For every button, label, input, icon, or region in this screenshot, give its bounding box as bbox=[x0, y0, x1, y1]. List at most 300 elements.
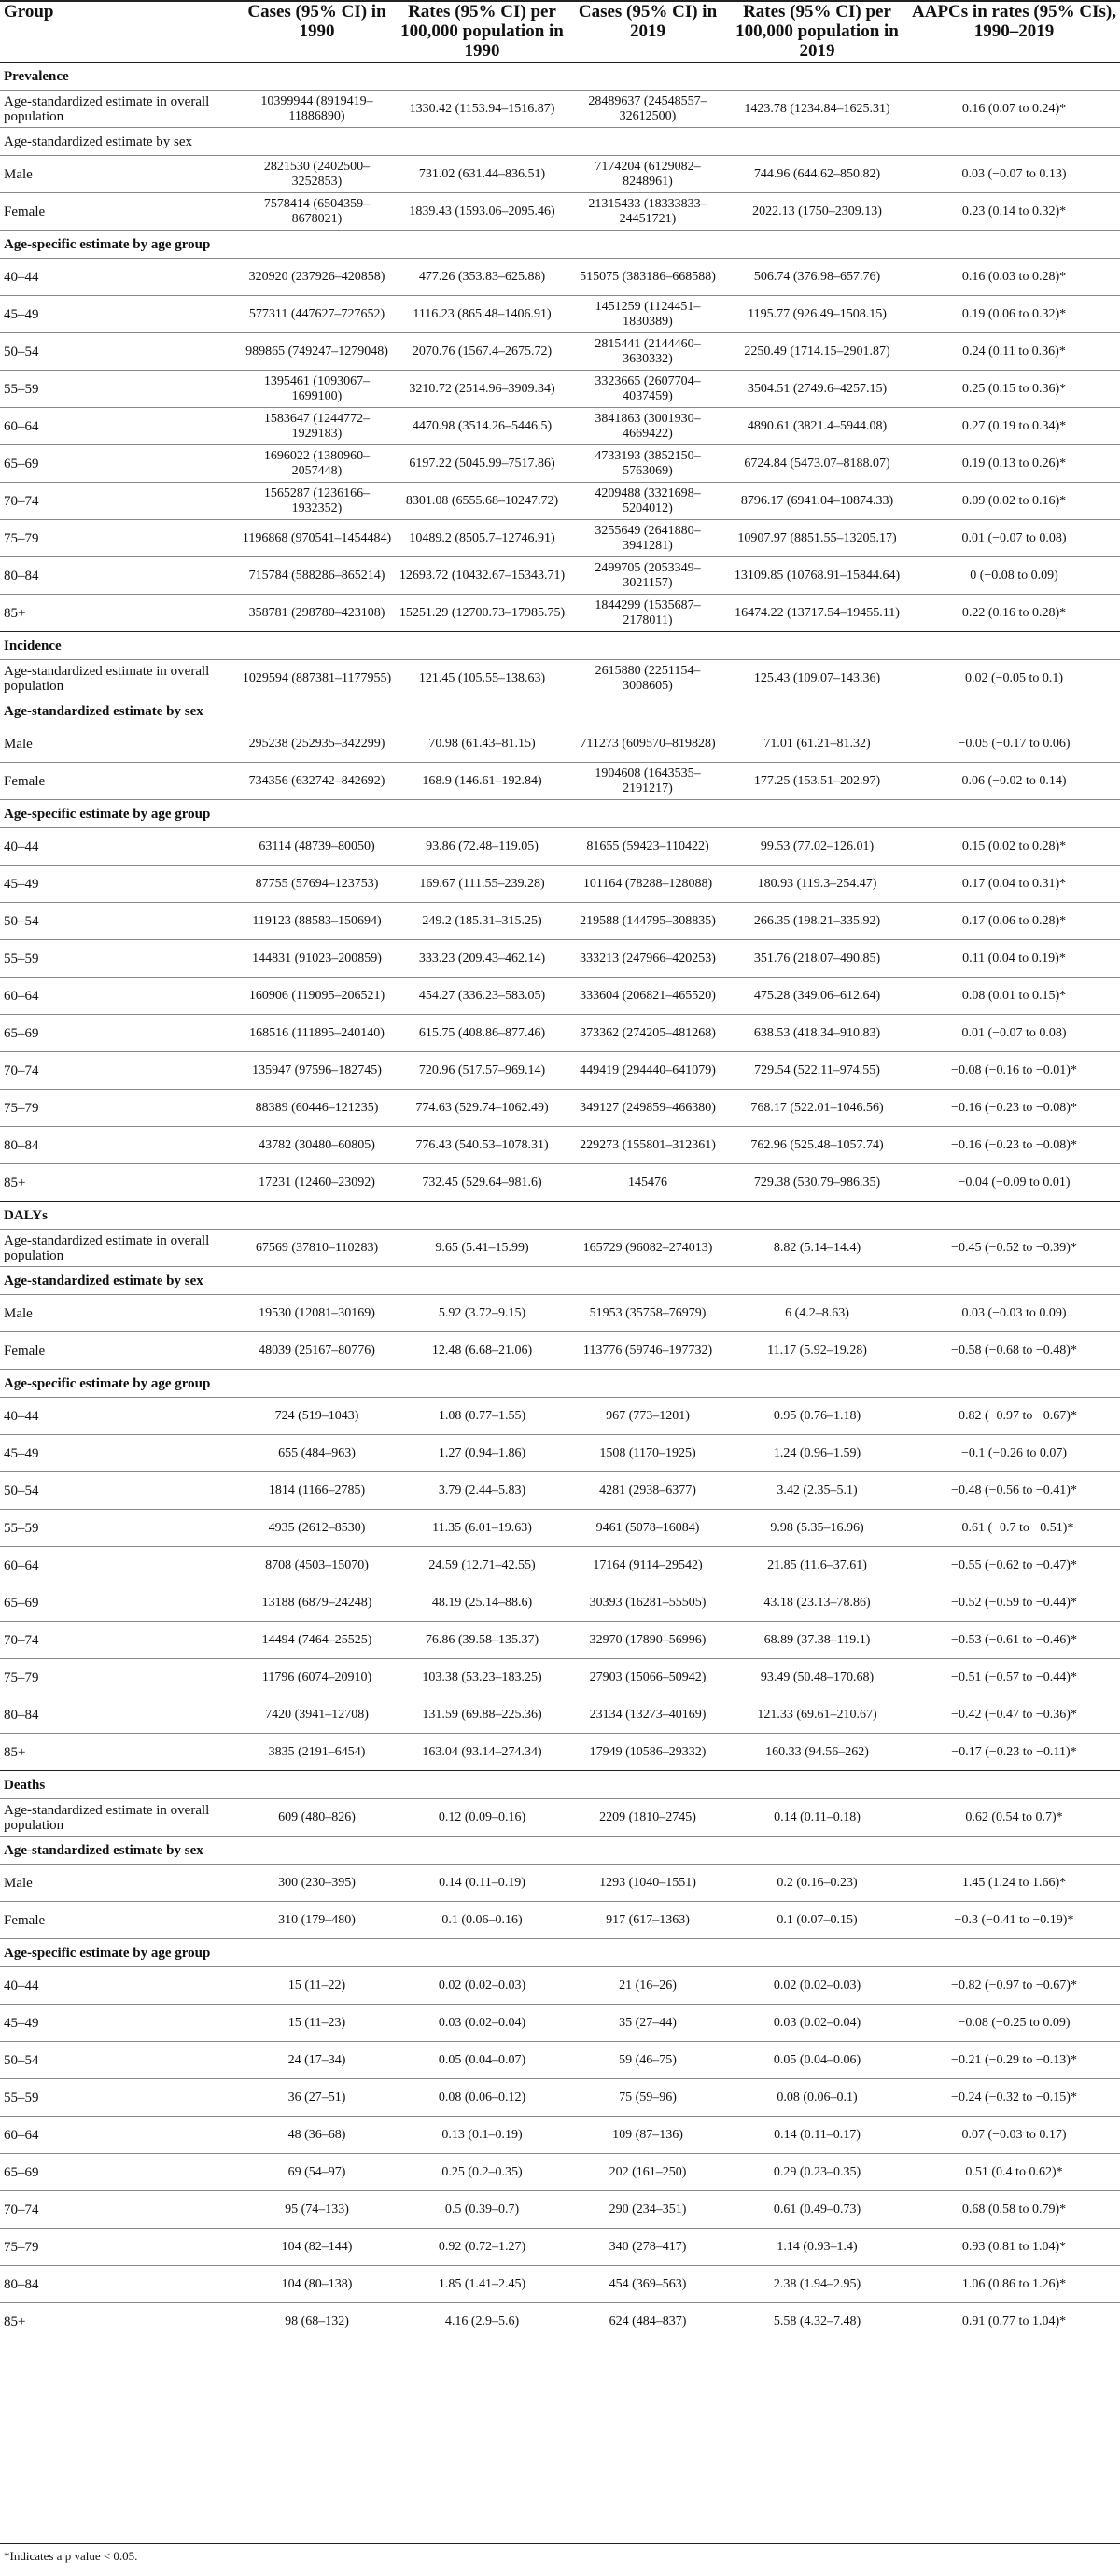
aapc-cell: 0.01 (−0.07 to 0.08) bbox=[961, 1025, 1067, 1040]
rates-2019-cell: 2.38 (1.94–2.95) bbox=[773, 2276, 861, 2291]
group-cell: 85+ bbox=[4, 1175, 26, 1190]
rates-1990-cell: 169.67 (111.55–239.28) bbox=[419, 876, 545, 891]
rates-1990-cell: 163.04 (93.14–274.34) bbox=[422, 1744, 542, 1759]
cases-1990-cell: 135947 (97596–182745) bbox=[252, 1063, 382, 1077]
aapc-cell: −0.08 (−0.16 to −0.01)* bbox=[951, 1063, 1077, 1077]
table-row bbox=[0, 156, 1120, 193]
group-cell: 40–44 bbox=[4, 1978, 39, 1993]
group-cell: 40–44 bbox=[4, 269, 39, 285]
table-row bbox=[0, 296, 1120, 333]
cases-1990-cell: 1814 (1166–2785) bbox=[268, 1483, 366, 1498]
cases-1990-cell: 119123 (88583–150694) bbox=[252, 913, 382, 928]
rates-1990-cell: 0.5 (0.39–0.7) bbox=[444, 2202, 520, 2217]
group-cell: 45–49 bbox=[4, 1445, 39, 1461]
cases-1990-cell: 1565287 (1236166–1932352) bbox=[263, 486, 371, 515]
cases-1990-cell: 67569 (37810–110283) bbox=[255, 1240, 379, 1255]
cases-1990-cell: 63114 (48739–80050) bbox=[259, 838, 375, 853]
cases-2019-cell: 4281 (2938–6377) bbox=[599, 1483, 696, 1498]
cases-1990-cell: 734356 (632742–842692) bbox=[248, 773, 385, 788]
rates-2019-cell: 0.02 (0.02–0.03) bbox=[773, 1978, 861, 1992]
rates-1990-cell: 0.14 (0.11–0.19) bbox=[439, 1875, 525, 1890]
table-row bbox=[0, 259, 1120, 296]
section-title: Deaths bbox=[4, 1777, 46, 1793]
rates-2019-cell: 729.54 (522.11–974.55) bbox=[754, 1063, 880, 1077]
rates-2019-cell: 1423.78 (1234.84–1625.31) bbox=[744, 101, 890, 116]
rates-2019-cell: 5.58 (4.32–7.48) bbox=[773, 2314, 861, 2329]
rates-2019-cell: 475.28 (349.06–612.64) bbox=[753, 988, 881, 1003]
cases-2019-cell: 290 (234–351) bbox=[609, 2202, 687, 2217]
cases-2019-cell: 2499705 (2053349–3021157) bbox=[595, 560, 701, 590]
rates-1990-cell: 3.79 (2.44–5.83) bbox=[438, 1483, 526, 1498]
section-row bbox=[0, 63, 1120, 91]
cases-2019-cell: 27903 (15066–50942) bbox=[589, 1669, 707, 1684]
aapc-cell: 1.06 (0.86 to 1.26)* bbox=[961, 2276, 1067, 2291]
table-row bbox=[0, 1332, 1120, 1370]
cases-2019-cell: 7174204 (6129082–8248961) bbox=[595, 159, 701, 189]
rates-2019-cell: 10907.97 (8851.55–13205.17) bbox=[737, 530, 897, 545]
header-rates-2019: Rates (95% CI) per 100,000 population in 2019 bbox=[735, 2, 899, 61]
table-row bbox=[0, 660, 1120, 697]
aapc-cell: −0.58 (−0.68 to −0.48)* bbox=[951, 1343, 1077, 1358]
rates-2019-cell: 6724.84 (5473.07–8188.07) bbox=[744, 456, 890, 471]
subsection-title: Age-standardized estimate by sex bbox=[4, 134, 193, 149]
rates-2019-cell: 21.85 (11.6–37.61) bbox=[767, 1557, 867, 1572]
rates-1990-cell: 93.86 (72.48–119.05) bbox=[426, 838, 539, 853]
group-cell: 70–74 bbox=[4, 493, 39, 509]
subsection-title: Age-specific estimate by age group bbox=[4, 236, 211, 252]
rates-2019-cell: 2250.49 (1714.15–2901.87) bbox=[744, 344, 890, 359]
rates-1990-cell: 0.1 (0.06–0.16) bbox=[441, 1912, 523, 1927]
table-row bbox=[0, 193, 1120, 231]
group-cell: 80–84 bbox=[4, 1137, 39, 1153]
cases-1990-cell: 15 (11–22) bbox=[287, 1978, 346, 1992]
group-cell: 50–54 bbox=[4, 344, 39, 359]
rates-1990-cell: 0.03 (0.02–0.04) bbox=[438, 2015, 526, 2030]
rates-2019-cell: 1.14 (0.93–1.4) bbox=[777, 2239, 858, 2254]
rates-1990-cell: 249.2 (185.31–315.25) bbox=[422, 913, 542, 928]
aapc-cell: 0.22 (0.16 to 0.28)* bbox=[961, 605, 1067, 620]
cases-2019-cell: 1844299 (1535687–2178011) bbox=[595, 598, 701, 627]
aapc-cell: 0.68 (0.58 to 0.79)* bbox=[961, 2202, 1067, 2217]
aapc-cell: −0.45 (−0.52 to −0.39)* bbox=[951, 1240, 1077, 1255]
cases-2019-cell: 32970 (17890–56996) bbox=[589, 1632, 707, 1647]
footnote: *Indicates a p value < 0.05. bbox=[4, 2549, 138, 2563]
group-cell: 55–59 bbox=[4, 2090, 39, 2105]
rates-2019-cell: 744.96 (644.62–850.82) bbox=[753, 166, 881, 181]
aapc-cell: −0.52 (−0.59 to −0.44)* bbox=[951, 1595, 1077, 1610]
group-cell: 70–74 bbox=[4, 1632, 39, 1648]
subsection-row bbox=[0, 1267, 1120, 1295]
rates-2019-cell: 762.96 (525.48–1057.74) bbox=[750, 1137, 884, 1152]
rates-2019-cell: 0.05 (0.04–0.06) bbox=[773, 2052, 861, 2067]
group-cell: 45–49 bbox=[4, 306, 39, 322]
rates-1990-cell: 5.92 (3.72–9.15) bbox=[438, 1305, 526, 1320]
rates-2019-cell: 177.25 (153.51–202.97) bbox=[753, 773, 881, 788]
cases-2019-cell: 454 (369–563) bbox=[609, 2276, 687, 2291]
section-title: Prevalence bbox=[4, 68, 69, 84]
header-aapc: AAPCs in rates (95% CIs), 1990–2019 bbox=[912, 2, 1117, 41]
aapc-cell: −0.16 (−0.23 to −0.08)* bbox=[951, 1137, 1077, 1152]
rates-2019-cell: 0.1 (0.07–0.15) bbox=[777, 1912, 858, 1927]
group-cell: 55–59 bbox=[4, 381, 39, 397]
aapc-cell: −0.55 (−0.62 to −0.47)* bbox=[951, 1557, 1077, 1572]
rates-2019-cell: 16474.22 (13717.54–19455.11) bbox=[735, 605, 900, 620]
header-group: Group bbox=[4, 2, 54, 21]
aapc-cell: 0.03 (−0.07 to 0.13) bbox=[961, 166, 1067, 181]
rates-2019-cell: 0.03 (0.02–0.04) bbox=[773, 2015, 861, 2030]
rates-1990-cell: 1839.43 (1593.06–2095.46) bbox=[409, 204, 555, 218]
table-row bbox=[0, 2229, 1120, 2266]
cases-2019-cell: 373362 (274205–481268) bbox=[580, 1025, 716, 1040]
rates-1990-cell: 11.35 (6.01–19.63) bbox=[432, 1520, 532, 1535]
cases-2019-cell: 4733193 (3852150–5763069) bbox=[595, 448, 701, 478]
table-row bbox=[0, 1734, 1120, 1771]
table-header bbox=[0, 1, 1120, 63]
table-row bbox=[0, 2079, 1120, 2117]
rates-1990-cell: 0.08 (0.06–0.12) bbox=[438, 2090, 526, 2104]
table-row bbox=[0, 2154, 1120, 2191]
cases-2019-cell: 9461 (5078–16084) bbox=[595, 1520, 700, 1535]
rates-2019-cell: 6 (4.2–8.63) bbox=[785, 1305, 849, 1320]
rates-1990-cell: 8301.08 (6555.68–10247.72) bbox=[405, 493, 559, 508]
group-cell: Male bbox=[4, 166, 33, 182]
rates-2019-cell: 1.24 (0.96–1.59) bbox=[773, 1445, 861, 1460]
rates-2019-cell: 8796.17 (6941.04–10874.33) bbox=[740, 493, 894, 508]
rates-2019-cell: 0.95 (0.76–1.18) bbox=[773, 1408, 861, 1423]
rates-2019-cell: 2022.13 (1750–2309.13) bbox=[752, 204, 882, 218]
cases-1990-cell: 36 (27–51) bbox=[287, 2090, 346, 2104]
section-title: Incidence bbox=[4, 638, 62, 654]
table-row bbox=[0, 1164, 1120, 1202]
aapc-cell: 0.07 (−0.03 to 0.17) bbox=[961, 2127, 1067, 2142]
aapc-cell: −0.51 (−0.57 to −0.44)* bbox=[951, 1669, 1077, 1684]
subsection-title: Age-specific estimate by age group bbox=[4, 1945, 211, 1961]
aapc-cell: 0.24 (0.11 to 0.36)* bbox=[962, 344, 1066, 359]
rates-1990-cell: 0.25 (0.2–0.35) bbox=[441, 2164, 523, 2179]
section-row bbox=[0, 632, 1120, 660]
table-row bbox=[0, 1584, 1120, 1622]
cases-2019-cell: 515075 (383186–668588) bbox=[580, 269, 716, 284]
rates-1990-cell: 12.48 (6.68–21.06) bbox=[431, 1343, 533, 1358]
rates-1990-cell: 1.08 (0.77–1.55) bbox=[438, 1408, 526, 1423]
aapc-cell: 0.06 (−0.02 to 0.14) bbox=[961, 773, 1067, 788]
rates-1990-cell: 333.23 (209.43–462.14) bbox=[418, 950, 546, 965]
table-row bbox=[0, 2303, 1120, 2341]
aapc-cell: −0.05 (−0.17 to 0.06) bbox=[958, 736, 1071, 751]
aapc-cell: −0.48 (−0.56 to −0.41)* bbox=[951, 1483, 1077, 1498]
cases-2019-cell: 21 (16–26) bbox=[619, 1978, 677, 1992]
cases-2019-cell: 1451259 (1124451–1830389) bbox=[595, 299, 701, 329]
group-cell: 65–69 bbox=[4, 1025, 39, 1041]
rates-2019-cell: 3.42 (2.35–5.1) bbox=[777, 1483, 858, 1498]
rates-1990-cell: 2070.76 (1567.4–2675.72) bbox=[412, 344, 553, 359]
cases-2019-cell: 624 (484–837) bbox=[609, 2314, 687, 2329]
table-row bbox=[0, 595, 1120, 632]
subsection-row bbox=[0, 1370, 1120, 1398]
cases-1990-cell: 1583647 (1244772–1929183) bbox=[263, 411, 371, 441]
cases-2019-cell: 967 (773–1201) bbox=[606, 1408, 690, 1423]
cases-1990-cell: 168516 (111895–240140) bbox=[249, 1025, 385, 1040]
rates-1990-cell: 1330.42 (1153.94–1516.87) bbox=[409, 101, 555, 116]
rates-1990-cell: 0.13 (0.1–0.19) bbox=[441, 2127, 523, 2142]
aapc-cell: 0.09 (0.02 to 0.16)* bbox=[961, 493, 1067, 508]
subsection-title: Age-specific estimate by age group bbox=[4, 806, 211, 822]
rates-1990-cell: 4470.98 (3514.26–5446.5) bbox=[412, 418, 553, 433]
rates-1990-cell: 731.02 (631.44–836.51) bbox=[418, 166, 546, 181]
group-cell: Age-standardized estimate in overall population bbox=[4, 663, 210, 694]
aapc-cell: 0.19 (0.06 to 0.32)* bbox=[961, 306, 1067, 321]
group-cell: 60–64 bbox=[4, 2127, 39, 2143]
cases-1990-cell: 14494 (7464–25525) bbox=[261, 1632, 372, 1647]
table-row bbox=[0, 1902, 1120, 1939]
cases-2019-cell: 2815441 (2144460–3630332) bbox=[595, 336, 701, 366]
rates-1990-cell: 10489.2 (8505.7–12746.91) bbox=[409, 530, 555, 545]
rates-2019-cell: 71.01 (61.21–81.32) bbox=[763, 736, 871, 751]
rates-2019-cell: 43.18 (23.13–78.86) bbox=[763, 1595, 871, 1610]
table-row bbox=[0, 91, 1120, 128]
rates-2019-cell: 0.61 (0.49–0.73) bbox=[773, 2202, 861, 2217]
cases-1990-cell: 87755 (57694–123753) bbox=[255, 876, 379, 891]
table-row bbox=[0, 1295, 1120, 1332]
rates-1990-cell: 776.43 (540.53–1078.31) bbox=[415, 1137, 549, 1152]
group-cell: 80–84 bbox=[4, 568, 39, 584]
rates-1990-cell: 12693.72 (10432.67–15343.71) bbox=[399, 568, 566, 583]
rates-1990-cell: 3210.72 (2514.96–3909.34) bbox=[409, 381, 555, 396]
group-cell: 50–54 bbox=[4, 2052, 39, 2068]
rates-2019-cell: 638.53 (418.34–910.83) bbox=[753, 1025, 881, 1040]
rates-1990-cell: 1.27 (0.94–1.86) bbox=[438, 1445, 526, 1460]
rates-1990-cell: 477.26 (353.83–625.88) bbox=[418, 269, 546, 284]
group-cell: 50–54 bbox=[4, 913, 39, 929]
rates-2019-cell: 93.49 (50.48–170.68) bbox=[760, 1669, 875, 1684]
cases-2019-cell: 30393 (16281–55505) bbox=[589, 1595, 707, 1610]
group-cell: 65–69 bbox=[4, 2164, 39, 2180]
group-cell: 55–59 bbox=[4, 1520, 39, 1536]
rates-2019-cell: 0.14 (0.11–0.17) bbox=[774, 2127, 861, 2142]
subsection-row bbox=[0, 128, 1120, 156]
cases-1990-cell: 1029594 (887381–1177955) bbox=[242, 670, 392, 685]
aapc-cell: 1.45 (1.24 to 1.66)* bbox=[961, 1875, 1067, 1890]
group-cell: 55–59 bbox=[4, 950, 39, 966]
group-cell: Female bbox=[4, 1343, 46, 1358]
group-cell: 70–74 bbox=[4, 2202, 39, 2217]
group-cell: Female bbox=[4, 1912, 46, 1928]
table-row bbox=[0, 1510, 1120, 1547]
header-cases-2019: Cases (95% CI) in 2019 bbox=[578, 2, 718, 41]
table-row bbox=[0, 2117, 1120, 2154]
cases-2019-cell: 229273 (155801–312361) bbox=[580, 1137, 716, 1152]
cases-1990-cell: 310 (179–480) bbox=[278, 1912, 356, 1927]
rates-1990-cell: 0.12 (0.09–0.16) bbox=[438, 1809, 526, 1824]
rates-2019-cell: 9.98 (5.35–16.96) bbox=[770, 1520, 864, 1535]
table-row bbox=[0, 2191, 1120, 2229]
group-cell: 45–49 bbox=[4, 876, 39, 892]
aapc-cell: −0.82 (−0.97 to −0.67)* bbox=[951, 1978, 1077, 1992]
cases-1990-cell: 577311 (447627–727652) bbox=[248, 306, 385, 321]
cases-1990-cell: 19530 (12081–30169) bbox=[259, 1305, 375, 1320]
cases-2019-cell: 101164 (78288–128088) bbox=[582, 876, 713, 891]
cases-1990-cell: 358781 (298780–423108) bbox=[248, 605, 385, 620]
rates-2019-cell: 0.14 (0.11–0.18) bbox=[774, 1809, 861, 1824]
aapc-cell: 0.23 (0.14 to 0.32)* bbox=[961, 204, 1067, 218]
section-title: DALYs bbox=[4, 1207, 48, 1223]
aapc-cell: 0 (−0.08 to 0.09) bbox=[970, 568, 1058, 583]
cases-1990-cell: 655 (484–963) bbox=[278, 1445, 356, 1460]
table-body bbox=[0, 63, 1120, 2341]
cases-2019-cell: 202 (161–250) bbox=[609, 2164, 687, 2179]
cases-1990-cell: 4935 (2612–8530) bbox=[268, 1520, 366, 1535]
cases-2019-cell: 340 (278–417) bbox=[609, 2239, 687, 2254]
cases-2019-cell: 1904608 (1643535–2191217) bbox=[595, 766, 701, 795]
rates-2019-cell: 121.33 (69.61–210.67) bbox=[757, 1707, 877, 1722]
cases-1990-cell: 48 (36–68) bbox=[287, 2127, 346, 2142]
table-row bbox=[0, 2042, 1120, 2079]
aapc-cell: 0.62 (0.54 to 0.7)* bbox=[965, 1809, 1063, 1824]
group-cell: 40–44 bbox=[4, 1408, 39, 1424]
rates-2019-cell: 8.82 (5.14–14.4) bbox=[773, 1240, 861, 1255]
group-cell: 85+ bbox=[4, 1744, 26, 1760]
cases-1990-cell: 295238 (252935–342299) bbox=[248, 736, 385, 751]
group-cell: Age-standardized estimate in overall population bbox=[4, 1802, 210, 1833]
cases-1990-cell: 300 (230–395) bbox=[278, 1875, 356, 1890]
aapc-cell: −0.42 (−0.47 to −0.36)* bbox=[951, 1707, 1077, 1722]
rates-1990-cell: 454.27 (336.23–583.05) bbox=[418, 988, 546, 1003]
group-cell: 75–79 bbox=[4, 530, 39, 546]
rates-1990-cell: 48.19 (25.14–88.6) bbox=[431, 1595, 533, 1610]
cases-1990-cell: 3835 (2191–6454) bbox=[268, 1744, 366, 1759]
rates-2019-cell: 3504.51 (2749.6–4257.15) bbox=[747, 381, 888, 396]
aapc-cell: 0.08 (0.01 to 0.15)* bbox=[961, 988, 1067, 1003]
cases-2019-cell: 333604 (206821–465520) bbox=[580, 988, 716, 1003]
rates-1990-cell: 1116.23 (865.48–1406.91) bbox=[413, 306, 552, 321]
rates-1990-cell: 76.86 (39.58–135.37) bbox=[425, 1632, 539, 1647]
group-cell: 60–64 bbox=[4, 418, 39, 434]
subsection-title: Age-standardized estimate by sex bbox=[4, 1273, 203, 1288]
table-row bbox=[0, 725, 1120, 763]
rates-2019-cell: 13109.85 (10768.91–15844.64) bbox=[734, 568, 901, 583]
aapc-cell: 0.11 (0.04 to 0.19)* bbox=[962, 950, 1066, 965]
subsection-title: Age-standardized estimate by sex bbox=[4, 1842, 203, 1858]
rates-2019-cell: 0.29 (0.23–0.35) bbox=[773, 2164, 861, 2179]
cases-1990-cell: 8708 (4503–15070) bbox=[265, 1557, 369, 1572]
aapc-cell: 0.51 (0.4 to 0.62)* bbox=[965, 2164, 1063, 2179]
group-cell: 75–79 bbox=[4, 1100, 39, 1116]
table-row bbox=[0, 520, 1120, 557]
aapc-cell: −0.61 (−0.7 to −0.51)* bbox=[954, 1520, 1074, 1535]
aapc-cell: −0.17 (−0.23 to −0.11)* bbox=[951, 1744, 1077, 1759]
rates-1990-cell: 6197.22 (5045.99–7517.86) bbox=[409, 456, 555, 471]
subsection-title: Age-standardized estimate by sex bbox=[4, 703, 203, 719]
group-cell: Age-standardized estimate in overall population bbox=[4, 1232, 210, 1263]
rates-2019-cell: 266.35 (198.21–335.92) bbox=[753, 913, 881, 928]
cases-1990-cell: 609 (480–826) bbox=[278, 1809, 356, 1824]
section-row bbox=[0, 1202, 1120, 1230]
cases-2019-cell: 711273 (609570–819828) bbox=[580, 736, 716, 751]
cases-1990-cell: 724 (519–1043) bbox=[274, 1408, 359, 1423]
group-cell: Male bbox=[4, 1305, 33, 1321]
cases-1990-cell: 7578414 (6504359–8678021) bbox=[263, 196, 371, 226]
rates-2019-cell: 125.43 (109.07–143.36) bbox=[753, 670, 881, 685]
table-row bbox=[0, 1622, 1120, 1659]
group-cell: 50–54 bbox=[4, 1483, 39, 1499]
cases-1990-cell: 11796 (6074–20910) bbox=[261, 1669, 372, 1684]
subsection-row bbox=[0, 1939, 1120, 1967]
cases-2019-cell: 17949 (10586–29332) bbox=[589, 1744, 707, 1759]
rates-2019-cell: 11.17 (5.92–19.28) bbox=[767, 1343, 867, 1358]
cases-2019-cell: 75 (59–96) bbox=[619, 2090, 677, 2104]
table-row bbox=[0, 1090, 1120, 1127]
group-cell: Male bbox=[4, 1875, 33, 1891]
cases-2019-cell: 1508 (1170–1925) bbox=[599, 1445, 696, 1460]
table-row bbox=[0, 1696, 1120, 1734]
rates-2019-cell: 68.89 (37.38–119.1) bbox=[763, 1632, 871, 1647]
rates-2019-cell: 99.53 (77.02–126.01) bbox=[760, 838, 875, 853]
cases-1990-cell: 24 (17–34) bbox=[287, 2052, 346, 2067]
table-row bbox=[0, 1230, 1120, 1267]
table-row bbox=[0, 1472, 1120, 1510]
rates-2019-cell: 506.74 (376.98–657.76) bbox=[753, 269, 881, 284]
cases-1990-cell: 48039 (25167–80776) bbox=[259, 1343, 375, 1358]
rates-1990-cell: 15251.29 (12700.73–17985.75) bbox=[399, 605, 566, 620]
aapc-cell: −0.1 (−0.26 to 0.07) bbox=[960, 1445, 1067, 1460]
aapc-cell: −0.21 (−0.29 to −0.13)* bbox=[951, 2052, 1077, 2067]
table-row bbox=[0, 1127, 1120, 1164]
rates-1990-cell: 0.02 (0.02–0.03) bbox=[438, 1978, 526, 1992]
cases-1990-cell: 17231 (12460–23092) bbox=[259, 1175, 375, 1189]
table-row bbox=[0, 978, 1120, 1015]
rates-1990-cell: 131.59 (69.88–225.36) bbox=[422, 1707, 542, 1722]
rates-1990-cell: 70.98 (61.43–81.15) bbox=[428, 736, 536, 751]
cases-2019-cell: 28489637 (24548557–32612500) bbox=[588, 93, 707, 123]
group-cell: 60–64 bbox=[4, 988, 39, 1004]
table-row bbox=[0, 371, 1120, 408]
cases-1990-cell: 104 (82–144) bbox=[281, 2239, 353, 2254]
subsection-row bbox=[0, 800, 1120, 828]
cases-2019-cell: 81655 (59423–110422) bbox=[586, 838, 709, 853]
group-cell: Male bbox=[4, 736, 33, 752]
rates-1990-cell: 774.63 (529.74–1062.49) bbox=[415, 1100, 549, 1115]
cases-1990-cell: 144831 (91023–200859) bbox=[252, 950, 382, 965]
cases-2019-cell: 3841863 (3001930–4669422) bbox=[595, 411, 701, 441]
group-cell: 75–79 bbox=[4, 2239, 39, 2255]
cases-2019-cell: 3255649 (2641880–3941281) bbox=[595, 523, 701, 553]
table-row bbox=[0, 1799, 1120, 1837]
cases-2019-cell: 349127 (249859–466380) bbox=[580, 1100, 716, 1115]
cases-1990-cell: 43782 (30480–60805) bbox=[259, 1137, 375, 1152]
cases-2019-cell: 333213 (247966–420253) bbox=[580, 950, 716, 965]
aapc-cell: 0.15 (0.02 to 0.28)* bbox=[961, 838, 1067, 853]
rates-1990-cell: 0.05 (0.04–0.07) bbox=[438, 2052, 526, 2067]
aapc-cell: 0.93 (0.81 to 1.04)* bbox=[961, 2239, 1067, 2254]
cases-2019-cell: 23134 (13273–40169) bbox=[589, 1707, 707, 1722]
cases-2019-cell: 917 (617–1363) bbox=[606, 1912, 690, 1927]
cases-2019-cell: 21315433 (18333833–24451721) bbox=[588, 196, 707, 226]
rates-1990-cell: 121.45 (105.55–138.63) bbox=[418, 670, 546, 685]
aapc-cell: −0.3 (−0.41 to −0.19)* bbox=[954, 1912, 1074, 1927]
cases-2019-cell: 113776 (59746–197732) bbox=[582, 1343, 713, 1358]
cases-1990-cell: 2821530 (2402500–3252853) bbox=[263, 159, 371, 189]
cases-1990-cell: 98 (68–132) bbox=[285, 2314, 349, 2329]
table-row bbox=[0, 828, 1120, 866]
cases-2019-cell: 51953 (35758–76979) bbox=[589, 1305, 707, 1320]
table-row bbox=[0, 1659, 1120, 1696]
cases-2019-cell: 4209488 (3321698–5204012) bbox=[595, 486, 701, 515]
cases-2019-cell: 219588 (144795–308835) bbox=[580, 913, 716, 928]
cases-1990-cell: 7420 (3941–12708) bbox=[265, 1707, 369, 1722]
group-cell: Female bbox=[4, 773, 46, 789]
table-row bbox=[0, 1398, 1120, 1435]
cases-1990-cell: 320920 (237926–420858) bbox=[248, 269, 385, 284]
